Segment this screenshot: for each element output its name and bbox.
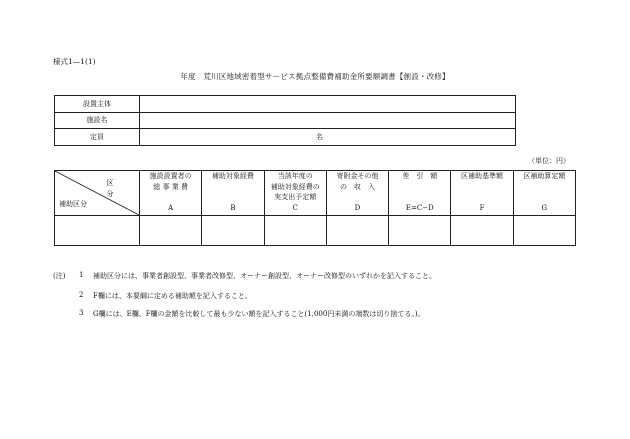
column-code: A: [168, 203, 174, 212]
info-row-operator: [55, 96, 516, 113]
subsidy-type-cell[interactable]: [55, 216, 140, 246]
document-title: 年度 荒川区地域密着型サービス拠点整備費補助金所要額調書【創設・改修】: [180, 72, 450, 81]
note-text: F欄には、本要綱に定める補助額を記入すること。: [93, 292, 252, 300]
table-header-row: [55, 171, 576, 216]
notes-prefix: (注): [53, 272, 66, 280]
facility-name-label: 施設名: [55, 112, 140, 129]
eligible-cost-cell[interactable]: [202, 216, 264, 246]
form-number: 様式1—1(1): [53, 57, 96, 66]
note-number: 3: [79, 309, 84, 317]
header-line: 施設設置者の: [149, 172, 192, 180]
column-code: B: [230, 203, 236, 212]
table-row: [55, 216, 576, 246]
note-number: 2: [79, 291, 84, 299]
info-row-capacity: [55, 129, 516, 146]
header-line: 区補助基準額: [461, 172, 504, 180]
note-text: 補助区分には、事業者創設型、事業者改修型、オーナー創設型、オーナー改修型のいずれかを記入すること。: [93, 272, 436, 280]
planned-expenditure-cell[interactable]: [264, 216, 326, 246]
col-header-base-amount: [451, 171, 513, 216]
column-code: F: [479, 203, 485, 212]
header-line: の 収 入: [339, 182, 375, 191]
header-line: 差 引 額: [402, 172, 438, 180]
column-code: C: [292, 203, 298, 212]
header-line: 補助対象経費: [211, 172, 254, 180]
base-amount-cell[interactable]: [451, 216, 513, 246]
donations-cell[interactable]: [326, 216, 388, 246]
facility-name-field[interactable]: [140, 112, 516, 129]
facility-info-table: [54, 95, 516, 146]
unit-note: （単位：円）: [528, 157, 570, 165]
corner-subsidy-type-label: 補助区分: [59, 200, 87, 208]
col-header-balance: [389, 171, 451, 216]
calculated-amount-cell[interactable]: [513, 216, 575, 246]
header-line: 区補助算定額: [523, 172, 566, 180]
capacity-field[interactable]: [140, 129, 516, 146]
operator-field[interactable]: [140, 96, 516, 113]
total-cost-cell[interactable]: [140, 216, 202, 246]
col-header-donations: [326, 171, 388, 216]
info-row-facility-name: [55, 112, 516, 129]
col-header-planned-expenditure: [264, 171, 326, 216]
header-line: 総 事 業 費: [153, 182, 188, 191]
header-line: 当該年度の: [277, 172, 313, 180]
note-text: G欄には、E欄、F欄の金額を比較して最も少ない額を記入すること(1,000円未満の端数は切り捨てる。)。: [93, 310, 425, 318]
header-line: 寄附金その他: [336, 172, 379, 180]
balance-cell[interactable]: [389, 216, 451, 246]
capacity-unit: 名: [316, 133, 323, 141]
header-line: 補助対象経費の: [270, 182, 320, 191]
col-header-total-cost: [140, 171, 202, 216]
operator-label: 設置主体: [55, 96, 140, 113]
note-number: 1: [79, 271, 84, 279]
column-code: G: [541, 203, 548, 212]
col-header-eligible-cost: [202, 171, 264, 216]
corner-header-cell: [55, 171, 140, 216]
capacity-label: 定員: [55, 129, 140, 146]
subsidy-calculation-table: [54, 170, 576, 246]
column-code: E=C−D: [405, 203, 434, 212]
col-header-calculated-amount: [513, 171, 575, 216]
header-line: 実支出予定額: [274, 193, 317, 201]
corner-category-label: 区分: [106, 179, 132, 198]
column-code: D: [354, 203, 361, 212]
